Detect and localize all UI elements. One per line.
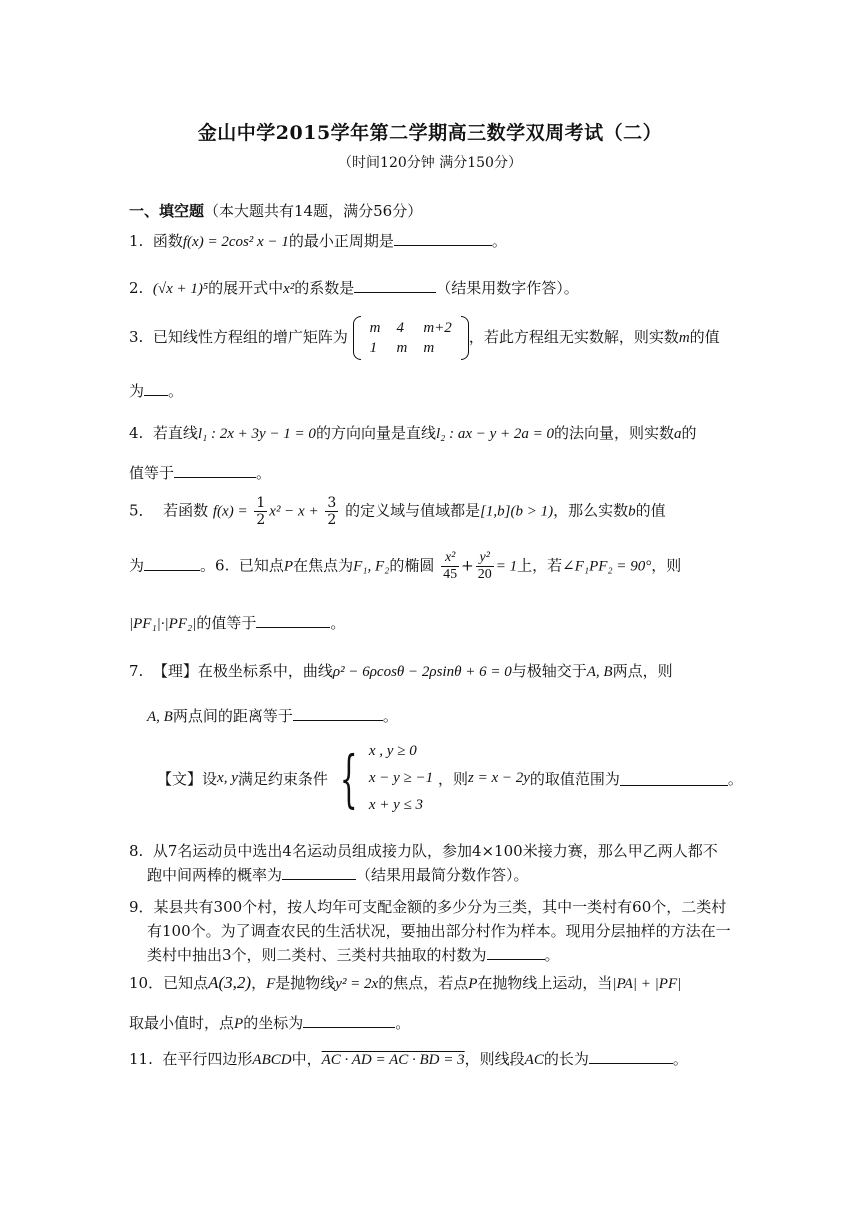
question-text: 函数	[152, 232, 183, 250]
question-text: 。	[256, 464, 272, 482]
question-text: 。	[330, 614, 346, 632]
question-text: 的长为	[543, 1050, 589, 1068]
question-number: 9．	[129, 898, 154, 916]
question-text: 的最小正周期是	[288, 232, 394, 250]
question-text: ，那么实数	[553, 501, 629, 520]
question-9	[129, 896, 726, 917]
fraction-denominator: 2	[327, 512, 337, 528]
math-expression: (√x + 1)⁵	[152, 281, 209, 297]
answer-blank[interactable]	[256, 613, 330, 628]
constraint: x − y ≥ −1	[368, 770, 434, 786]
fraction	[441, 550, 459, 583]
question-text: 两点间的距离等于	[172, 707, 293, 725]
answer-blank[interactable]	[282, 865, 356, 880]
question-text: 若直线	[152, 424, 198, 442]
math-expression: f(x) =	[212, 503, 248, 520]
question-text: 跑中间两棒的概率为	[147, 866, 283, 884]
math-variable: P	[283, 558, 294, 575]
question-text: 在极坐标系中，曲线	[197, 662, 333, 680]
math-expression: z = x − 2y	[467, 770, 530, 786]
answer-blank[interactable]	[303, 1013, 395, 1028]
question-text: （结果用最简分数作答）。	[356, 866, 529, 884]
question-text: 的坐标为	[243, 1014, 304, 1032]
question-7-wen	[157, 738, 743, 819]
constraint: x + y ≤ 3	[368, 797, 424, 813]
math-expression: |PF₁|·|PF₂|	[129, 616, 197, 632]
math-variable: m	[678, 330, 690, 346]
question-text: 取最小值时，点	[129, 1014, 235, 1032]
question-6-line-2	[129, 612, 345, 633]
fraction-numerator: x²	[441, 550, 459, 567]
question-text: 是抛物线	[275, 974, 336, 992]
question-number: 10．	[129, 974, 164, 992]
question-text: 值等于	[129, 464, 175, 482]
math-variable: P	[234, 1016, 244, 1032]
section-note: （本大题共有14题，满分56分）	[204, 202, 423, 220]
question-number: 4.	[129, 424, 144, 442]
math-expression: ABCD	[252, 1052, 292, 1068]
question-text: 已知线性方程组的增广矩阵为	[152, 328, 348, 346]
math-variable: P	[468, 976, 478, 992]
math-expression: A, B	[147, 709, 173, 725]
answer-blank[interactable]	[293, 706, 383, 721]
answer-blank[interactable]	[487, 945, 545, 960]
question-10	[129, 972, 681, 993]
question-text: ，	[251, 974, 267, 992]
question-11	[129, 1048, 688, 1069]
question-7-line-2	[147, 705, 398, 726]
matrix-cell: 1	[369, 340, 378, 356]
question-1	[129, 230, 507, 251]
math-expression: = 1	[495, 558, 518, 575]
answer-blank[interactable]	[394, 231, 492, 246]
question-text: ，则	[437, 770, 468, 788]
math-expression: l₂ : ax − y + 2a = 0	[435, 426, 555, 442]
left-brace-icon: {	[339, 741, 358, 815]
question-text: 若函数	[163, 501, 209, 520]
question-text: ，则	[651, 556, 682, 575]
section-title: 一、填空题	[129, 202, 205, 220]
question-text: ，则线段	[464, 1050, 525, 1068]
matrix-cell: m	[369, 320, 381, 336]
answer-blank[interactable]	[354, 278, 436, 293]
question-2	[129, 277, 579, 298]
math-variable: F	[266, 976, 276, 992]
math-operator: +	[461, 556, 474, 575]
question-3	[129, 318, 720, 358]
constraint-system	[369, 738, 433, 819]
matrix-cell: m	[423, 340, 435, 356]
vector-expression: AC · AD = AC · BD = 3	[321, 1052, 465, 1068]
question-text: 某县共有300个村，按人均年可支配金额的多少分为三类，其中一类村有60个，二类村	[153, 898, 727, 916]
question-text: 的系数是	[294, 279, 355, 297]
question-text: 在平行四边形	[162, 1050, 253, 1068]
question-text: 有100个。为了调查农民的生活状况，要抽出部分村作为样本。现用分层抽样的方法在一	[147, 922, 731, 940]
math-expression: |PA| + |PF|	[612, 976, 682, 992]
math-expression: [1,b](b > 1)	[480, 503, 554, 520]
question-text: 的值等于	[196, 614, 257, 632]
math-expression: ∠F₁PF₂ = 90°	[562, 558, 652, 575]
answer-blank[interactable]	[144, 381, 168, 396]
question-number: 11.	[129, 1050, 153, 1068]
question-text: 。	[672, 1050, 688, 1068]
question-text: 在抛物线上运动，当	[477, 974, 613, 992]
answer-blank[interactable]	[174, 463, 256, 478]
fraction-denominator: 45	[443, 567, 458, 582]
fraction	[254, 495, 267, 528]
question-text: 中，	[291, 1050, 322, 1068]
question-text: 。	[544, 946, 560, 964]
fraction	[325, 495, 338, 528]
answer-blank[interactable]	[589, 1049, 673, 1064]
question-text: （结果用数字作答）。	[436, 279, 579, 297]
question-text: 的值	[635, 501, 666, 520]
question-8	[129, 840, 718, 861]
question-tag: 【文】	[157, 770, 203, 788]
question-text: 的法向量，则实数	[554, 424, 675, 442]
question-text: ，若此方程组无实数解，则实数	[468, 328, 679, 346]
matrix-cell: 4	[396, 320, 404, 336]
fraction	[476, 550, 494, 583]
question-number: 2.	[129, 279, 144, 297]
question-3-line-2	[129, 380, 183, 401]
question-text: 为	[129, 556, 145, 575]
question-number: 8.	[129, 842, 144, 860]
math-expression: x, y	[217, 770, 238, 786]
math-variable: x²	[283, 281, 295, 297]
fraction-numerator: 3	[327, 495, 337, 511]
question-text: 的方向向量是直线	[315, 424, 436, 442]
fraction-numerator: 1	[256, 495, 266, 511]
math-expression: F₁, F₂	[353, 558, 390, 575]
fraction-denominator: 2	[256, 512, 266, 528]
question-number: 6.	[215, 556, 230, 575]
question-text: 。	[382, 707, 398, 725]
math-expression: x² − x +	[269, 503, 319, 520]
question-text: 的定义域与值域都是	[345, 501, 481, 520]
question-text: 。	[168, 382, 184, 400]
question-7	[129, 660, 673, 681]
fraction-numerator: y²	[476, 550, 494, 567]
question-text: 设	[202, 770, 218, 788]
math-expression: AC	[524, 1052, 544, 1068]
math-expression: l₁ : 2x + 3y − 1 = 0	[197, 426, 316, 442]
answer-blank[interactable]	[144, 556, 200, 571]
math-expression: y² = 2x	[335, 976, 379, 992]
matrix-cell: m	[396, 340, 408, 356]
question-10-line-2	[129, 1012, 410, 1033]
question-number: 7.	[129, 662, 144, 680]
math-expression: A(3,2)	[208, 973, 252, 992]
question-text: 从7名运动员中选出4名运动员组成接力队，参加4×100米接力赛，那么甲乙两人都不	[152, 842, 718, 860]
question-text: 。	[200, 556, 216, 575]
question-text: 为	[129, 382, 145, 400]
question-text: 类村中抽出3个，则二类村、三类村共抽取的村数为	[147, 946, 487, 964]
question-tag: 【理】	[152, 662, 198, 680]
matrix-cell: m+2	[423, 320, 452, 336]
question-5-6-line	[129, 550, 681, 583]
question-number: 1.	[129, 232, 144, 250]
question-text: 的值	[689, 328, 720, 346]
math-variable: a	[674, 426, 682, 442]
exam-title: 金山中学2015学年第二学期高三数学双周考试（二）	[197, 122, 663, 144]
question-text: 的取值范围为	[529, 770, 620, 788]
question-text: 满足约束条件	[237, 770, 328, 788]
section-header	[129, 200, 422, 221]
question-text: 的焦点，若点	[378, 974, 469, 992]
question-5	[129, 495, 666, 528]
question-4-line-2	[129, 462, 271, 483]
math-expression: f(x) = 2cos² x − 1	[182, 234, 289, 250]
question-text: 的椭圆	[389, 556, 435, 575]
question-text: 。	[491, 232, 507, 250]
question-text: 上，若	[517, 556, 563, 575]
question-8-line-2	[147, 864, 529, 885]
constraint: x , y ≥ 0	[368, 743, 417, 759]
question-text: 的	[681, 424, 697, 442]
question-text: 已知点	[238, 556, 284, 575]
question-number: 3.	[129, 328, 144, 346]
math-expression: A, B	[586, 664, 613, 680]
exam-subtitle: （时间120分钟 满分150分）	[338, 155, 522, 171]
question-text: 已知点	[163, 974, 209, 992]
question-text: 。	[395, 1014, 411, 1032]
question-text: 的展开式中	[208, 279, 284, 297]
question-text: 两点，则	[612, 662, 673, 680]
math-expression: ρ² − 6ρcosθ − 2ρsinθ + 6 = 0	[332, 664, 512, 680]
question-text: 与极轴交于	[511, 662, 587, 680]
question-text: 在焦点为	[293, 556, 354, 575]
math-variable: b	[628, 503, 636, 520]
answer-blank[interactable]	[620, 771, 728, 786]
question-9-line-2	[147, 920, 731, 941]
fraction-denominator: 20	[477, 567, 492, 582]
augmented-matrix	[353, 318, 469, 358]
question-9-line-3	[147, 944, 560, 965]
question-number: 5．	[129, 501, 154, 520]
question-text: 。	[727, 770, 743, 788]
question-4	[129, 422, 697, 443]
